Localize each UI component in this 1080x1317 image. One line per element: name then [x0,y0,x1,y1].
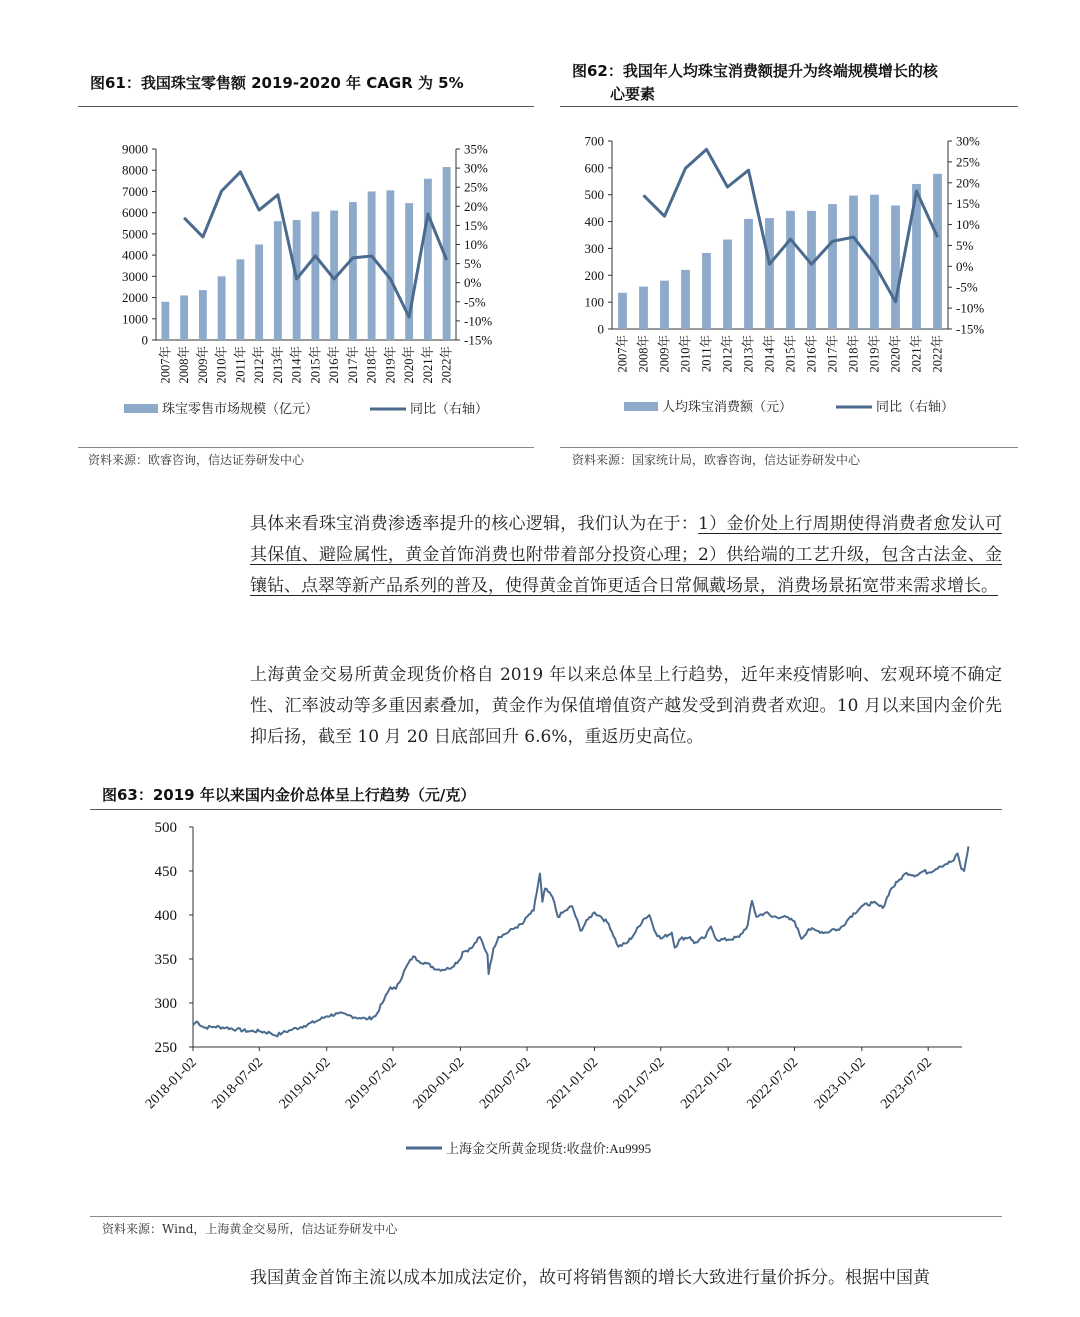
legend-bar-swatch [624,402,658,411]
left-axis-tick-label: 600 [584,160,604,176]
right-axis-tick-label: 30% [956,133,980,149]
legend-bar-label: 人均珠宝消费额（元） [662,399,793,414]
fig63-title: 图63：2019 年以来国内金价总体呈上行趋势（元/克） [102,786,476,804]
right-axis-tick-label: 25% [956,154,980,170]
x-category-label: 2010年 [678,335,693,373]
x-category-label: 2009年 [195,346,210,384]
fig61-bottom-rule [78,447,534,448]
x-category-label: 2013年 [741,335,756,373]
x-category-label: 2012年 [720,335,735,373]
x-axis-tick-label: 2023-07-02 [878,1055,935,1113]
bar [765,218,774,329]
y-axis-tick-label: 350 [154,952,177,968]
bar [368,191,376,340]
fig63-chart [90,812,1002,1212]
right-axis-tick-label: 5% [464,256,482,272]
y-axis-tick-label: 500 [154,820,177,836]
x-category-label: 2008年 [636,335,651,373]
right-axis-tick-label: 10% [464,237,488,252]
bar [255,245,263,341]
x-category-label: 2018年 [846,335,861,373]
fig61-chart [78,116,534,446]
x-category-label: 2020年 [888,335,903,373]
fig62-title [572,60,1020,106]
legend-line-label: 上海金交所黄金现货:收盘价:Au9995 [446,1141,652,1156]
left-axis-tick-label: 3000 [122,268,148,284]
paragraph-1-lead: 具体来看珠宝消费渗透率提升的核心逻辑，我们认为在于： [250,514,699,534]
fig63-source: 资料来源：Wind，上海黄金交易所，信达证券研发中心 [102,1222,398,1236]
paragraph-1 [250,509,1002,602]
x-category-label: 2016年 [327,346,342,384]
legend-line-label: 同比（右轴） [876,399,955,414]
bar [218,276,226,340]
left-axis-tick-label: 100 [584,294,604,310]
bar [311,212,319,340]
paragraph-2: 上海黄金交易所黄金现货价格自 2019 年以来总体呈上行趋势，近年来疫情影响、宏观环境不确定性、汇率波动等多重因素叠加，黄金作为保值增值资产越发受到消费者欢迎。10 月以来国内金价先抑后扬，截至 10 月 20 日底部回升 6.6%，重返历史高位。 [250,665,1002,747]
x-category-label: 2021年 [420,346,435,384]
x-category-label: 2019年 [383,346,398,384]
x-axis-tick-label: 2021-07-02 [610,1055,668,1113]
fig61-title: 图61：我国珠宝零售额 2019-2020 年 CAGR 为 5% [90,74,464,92]
bar [660,281,669,329]
x-category-label: 2007年 [615,335,630,373]
left-axis-tick-label: 1000 [122,311,148,327]
fig61-source: 资料来源：欧睿咨询，信达证券研发中心 [88,453,305,467]
bar [786,211,795,329]
bar [161,302,169,340]
right-axis-tick-label: 0% [464,275,482,291]
left-axis-tick-label: 8000 [122,162,148,178]
left-axis-tick-label: 400 [584,214,604,230]
bar [933,174,942,329]
left-axis-tick-label: 0 [141,332,148,348]
bar [199,290,207,340]
bar [702,253,711,329]
x-axis-tick-label: 2018-07-02 [209,1055,267,1113]
x-axis-tick-label: 2023-01-02 [811,1055,869,1113]
fig62-top-rule [560,106,1018,107]
y-axis-tick-label: 400 [154,908,177,924]
x-category-label: 2014年 [289,346,304,384]
left-axis-tick-label: 7000 [122,183,148,199]
bar [349,202,357,340]
bar [807,211,816,329]
x-category-label: 2010年 [214,346,229,384]
x-category-label: 2017年 [345,346,360,384]
x-category-label: 2017年 [825,335,840,373]
x-axis-tick-label: 2021-01-02 [544,1055,602,1113]
x-category-label: 2008年 [177,346,192,384]
bar [744,219,753,329]
bar [274,221,282,340]
right-axis-tick-label: -5% [956,279,978,295]
left-axis-tick-label: 700 [584,133,604,149]
right-axis-tick-label: -10% [464,313,493,329]
right-axis-tick-label: 10% [956,217,980,233]
bar [828,204,837,329]
x-category-label: 2022年 [439,346,454,384]
x-category-label: 2009年 [657,335,672,373]
x-category-label: 2016年 [804,335,819,373]
bar [891,205,900,329]
left-axis-tick-label: 6000 [122,205,148,221]
fig62-chart [560,116,1018,446]
left-axis-tick-label: 4000 [122,247,148,263]
right-axis-tick-label: 25% [464,179,488,195]
right-axis-tick-label: 35% [464,141,488,157]
right-axis-tick-label: 20% [464,198,488,214]
fig62-bottom-rule [560,447,1018,448]
right-axis-tick-label: 20% [956,175,980,191]
right-axis-tick-label: 15% [464,217,488,233]
x-axis-tick-label: 2019-01-02 [276,1055,334,1113]
x-category-label: 2011年 [233,346,248,384]
x-category-label: 2012年 [252,346,267,384]
left-axis-tick-label: 300 [584,240,604,256]
right-axis-tick-label: -15% [464,332,493,348]
right-axis-tick-label: 5% [956,237,974,253]
x-category-label: 2007年 [158,346,173,384]
x-category-label: 2015年 [783,335,798,373]
fig62-title-line1: 图62：我国年人均珠宝消费额提升为终端规模增长的核 [572,62,938,80]
left-axis-tick-label: 0 [597,321,604,337]
fig61-top-rule [78,106,534,107]
y-axis-tick-label: 250 [154,1040,177,1056]
x-axis-tick-label: 2019-07-02 [343,1055,400,1113]
left-axis-tick-label: 500 [584,187,604,203]
y-axis-tick-label: 450 [154,864,177,880]
x-category-label: 2021年 [909,335,924,373]
right-axis-tick-label: -10% [956,300,985,316]
legend-bar-label: 珠宝零售市场规模（亿元） [162,401,319,416]
x-category-label: 2022年 [930,335,945,373]
x-category-label: 2015年 [308,346,323,384]
fig62-source: 资料来源：国家统计局，欧睿咨询，信达证券研发中心 [572,453,861,467]
bar [639,287,648,329]
right-axis-tick-label: 15% [956,196,980,212]
right-axis-tick-label: -5% [464,294,486,310]
paragraph-3: 我国黄金首饰主流以成本加成法定价，故可将销售额的增长大致进行量价拆分。根据中国黄 [250,1268,930,1288]
x-axis-tick-label: 2018-01-02 [143,1055,200,1113]
bar [618,293,627,329]
bar [424,179,432,340]
bar [386,190,394,340]
y-axis-tick-label: 300 [154,996,177,1012]
gold-price-line [193,846,969,1036]
x-category-label: 2013年 [270,346,285,384]
x-category-label: 2014年 [762,335,777,373]
paragraph-1-underlined: 1）金价处上行周期使得消费者愈发认可其保值、避险属性，黄金首饰消费也附带着部分投资心理；2）供给端的工艺升级，包含古法金、金镶钻、点翠等新产品系列的普及，使得黄金首饰更适合日常佩戴场景，消费场景拓宽带来需求增长。 [250,514,1002,596]
bar [681,270,690,329]
x-axis-tick-label: 2022-07-02 [744,1055,802,1113]
legend-bar-swatch [124,404,158,413]
x-category-label: 2020年 [402,346,417,384]
bar [236,259,244,340]
bar [180,295,188,340]
fig63-top-rule [90,809,1002,810]
x-category-label: 2011年 [699,335,714,373]
bar [849,196,858,329]
x-axis-tick-label: 2020-01-02 [410,1055,468,1113]
x-axis-tick-label: 2022-01-02 [678,1055,735,1113]
bar [723,240,732,329]
bar [405,203,413,340]
left-axis-tick-label: 2000 [122,290,148,306]
right-axis-tick-label: -15% [956,321,985,337]
left-axis-tick-label: 200 [584,267,604,283]
x-category-label: 2018年 [364,346,379,384]
left-axis-tick-label: 9000 [122,141,148,157]
legend-line-label: 同比（右轴） [410,401,489,416]
x-category-label: 2019年 [867,335,882,373]
x-axis-tick-label: 2020-07-02 [477,1055,534,1113]
fig63-bottom-rule [90,1216,1002,1217]
right-axis-tick-label: 30% [464,160,488,176]
fig62-title-line2: 心要素 [610,85,656,103]
left-axis-tick-label: 5000 [122,226,148,242]
right-axis-tick-label: 0% [956,258,974,274]
